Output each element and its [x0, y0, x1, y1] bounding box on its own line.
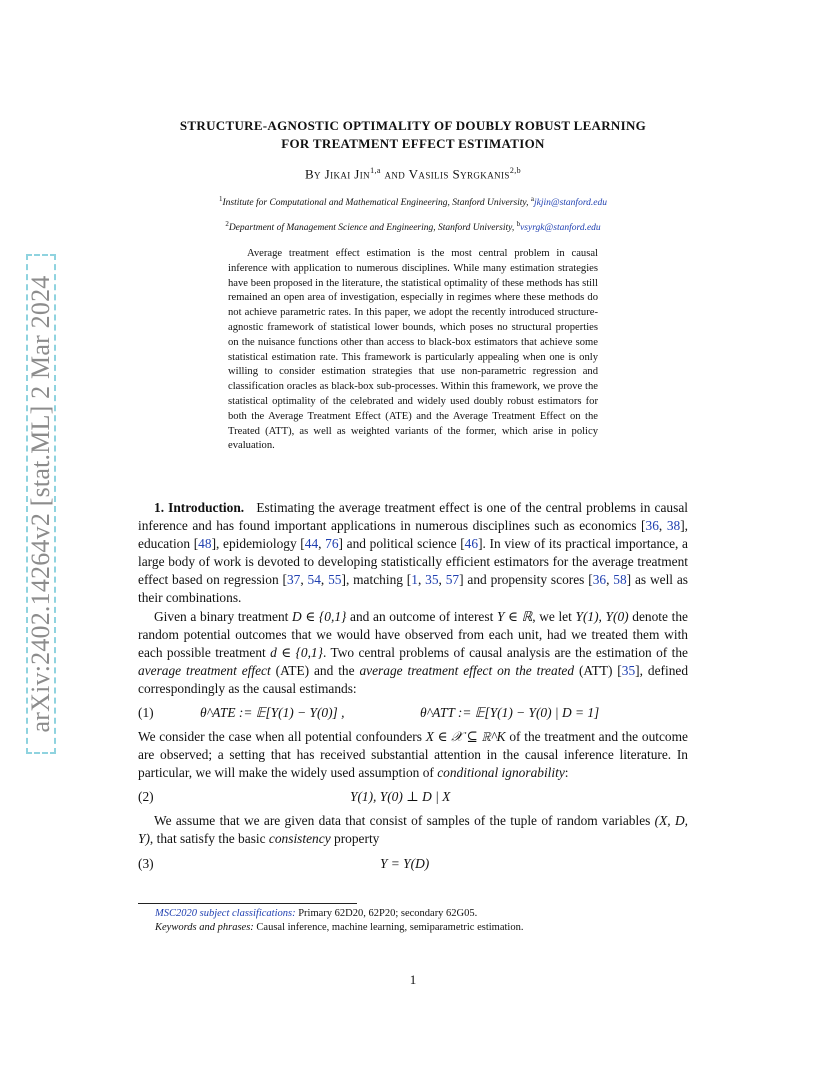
section-heading: 1. Introduction. [154, 500, 245, 515]
by-word: By [304, 166, 321, 182]
text-run: ]. In view of its practical importance, a large body of work is devoted to developing statistically efficient estimators for the average treatment effect based on regression [ [138, 536, 688, 588]
affiliation-2-email-sup: b [516, 220, 521, 228]
math-inline: d ∈ {0,1} [270, 644, 323, 660]
abstract-text: Average treatment effect estimation is the most central problem in causal inference with application to numerous disciplines. While many estimation strategies have been proposed in the literature, the statistical optimality of these methods has still remained an open area of investigation, especially in regimes where these methods do not achieve parametric rates. In this paper, we adopt the recently introduced structure-agnostic framework of statistical lower bounds, which poses no structural properties on the nuisance functions other than access to black-box estimators that achieve some statistical estimation rate. This framework is particularly appealing when one is only willing to consider estimation strategies that use non-parametric regression and classification oracles as black-box sub-processes. Within this framework, we prove the statistical optimality of the celebrated and widely used doubly robust estimators for both the Average Treatment Effect (ATE) and the Average Treatment Effect on the Treated (ATT), as well as weighted variants of the former, which arise in policy evaluation. [228, 248, 598, 452]
equation-3-expr: Y = Y(D) [380, 855, 430, 871]
affiliation-2-email-link[interactable]: vsyrgk@stanford.edu [520, 223, 601, 234]
keywords-label: Keywords and phrases: [155, 922, 254, 933]
equation-1 [138, 698, 688, 728]
text-run: of the treatment and the outcome are observed; a setting that has received substantial attention in the causal inference literature. In particular, we will make the widely used assumption of [138, 729, 688, 781]
text-run: We consider the case when all potential confounders [138, 729, 426, 745]
affiliation-2-text: Department of Management Science and Engineering, Stanford University, [228, 223, 515, 234]
emphasis-att: average treatment effect on the treated [359, 662, 575, 678]
text-run: , [417, 572, 426, 588]
citation-link[interactable]: 44 [304, 536, 319, 552]
text-run: ], epidemiology [ [211, 536, 305, 552]
text-run: and an outcome of interest [346, 608, 497, 624]
equation-1-att: θ^ATT := 𝔼[Y(1) − Y(0) | D = 1] [420, 705, 600, 721]
math-inline: X ∈ 𝒳 ⊆ ℝ^K [425, 729, 506, 745]
text-run: ] as well as their combinations. [138, 572, 688, 606]
text-run: , [300, 572, 308, 588]
equation-2-expr: Y(1), Y(0) ⊥ D | X [350, 789, 451, 805]
text-run: ], matching [ [341, 572, 412, 588]
affiliation-1-num: 1 [218, 195, 223, 203]
keywords-text: Causal inference, machine learning, semiparametric estimation. [253, 922, 524, 933]
affiliation-2-num: 2 [225, 220, 229, 228]
text-run: , that satisfy the basic [149, 831, 269, 847]
math-inline: D ∈ {0,1} [292, 608, 347, 624]
page-number: 1 [409, 972, 417, 987]
footnote-keywords [155, 921, 688, 935]
intro-paragraph-2 [138, 608, 688, 698]
text-run: , [438, 572, 446, 588]
affiliation-1-email-link[interactable]: jkjin@stanford.edu [533, 198, 608, 209]
equation-1-number: (1) [138, 705, 154, 721]
author-2: Vasilis Syrgkanis [408, 166, 510, 182]
text-run: (ATE) and the [270, 662, 360, 678]
affiliation-1-text: Institute for Computational and Mathematical Engineering, Stanford University, [222, 198, 529, 209]
text-run: ] and political science [ [338, 536, 465, 552]
text-run: Estimating the average treatment effect is one of the central problems in causal inference and has found important applications in numerous disciplines such as economics [ [138, 500, 688, 534]
arxiv-identifier-stamp [26, 254, 56, 754]
text-run: , [658, 518, 667, 534]
text-run: ] and propensity scores [ [459, 572, 593, 588]
equation-3 [138, 849, 688, 879]
citation-link[interactable]: 54 [307, 572, 321, 588]
author-1-sup: 1,a [370, 166, 381, 175]
msc-text: Primary 62D20, 62P20; secondary 62G05. [295, 908, 478, 919]
text-run: (ATT) [ [574, 662, 622, 678]
citation-link[interactable]: 1 [411, 572, 418, 588]
math-inline: (X, D, Y) [138, 813, 688, 847]
footnote-rule [138, 903, 357, 904]
affiliation-1 [138, 195, 688, 208]
text-run: property [330, 831, 380, 847]
text-run: We assume that we are given data that consist of samples of the tuple of random variables [154, 813, 655, 829]
footnote-msc [155, 907, 688, 921]
title-line-2: FOR TREATMENT EFFECT ESTIMATION [281, 136, 545, 151]
author-2-sup: 2,b [509, 166, 522, 175]
text-run: denote the random potential outcomes that we would have observed from each unit, had we treated them with each possible treatment [138, 608, 688, 660]
text-run: : [564, 765, 569, 781]
affiliation-2 [138, 220, 688, 233]
affiliation-1-email-sup: a [530, 195, 534, 203]
text-run: ], education [ [138, 518, 689, 552]
citation-link[interactable]: 37 [286, 572, 301, 588]
emphasis-ate: average treatment effect [138, 662, 271, 678]
emphasis-consistency: consistency [268, 831, 331, 847]
text-run: , [320, 572, 329, 588]
text-run: , [606, 572, 614, 588]
text-run: , [318, 536, 326, 552]
intro-paragraph-3 [138, 728, 688, 782]
equation-1-ate: θ^ATE := 𝔼[Y(1) − Y(0)] , [200, 705, 345, 721]
intro-paragraph-4 [138, 812, 688, 848]
paper-title [138, 117, 688, 153]
abstract [228, 247, 598, 454]
text-run: Given a binary treatment [154, 608, 293, 624]
math-inline: Y ∈ ℝ [496, 608, 533, 624]
citation-link[interactable]: 36 [645, 518, 659, 534]
equation-2-number: (2) [138, 789, 154, 805]
author-1: Jikai Jin [324, 166, 371, 182]
citation-link[interactable]: 46 [464, 536, 479, 552]
equation-3-number: (3) [138, 855, 154, 871]
citation-link[interactable]: 38 [666, 518, 681, 534]
citation-link[interactable]: 36 [592, 572, 607, 588]
equation-2 [138, 782, 688, 812]
and-word: and [384, 166, 406, 182]
citation-link[interactable]: 76 [325, 536, 339, 552]
introduction-section [138, 499, 688, 879]
author-list [138, 166, 688, 182]
citation-link[interactable]: 35 [425, 572, 439, 588]
emphasis-ignorability: conditional ignorability [437, 765, 565, 781]
citation-link[interactable]: 58 [613, 572, 627, 588]
arxiv-identifier-text: arXiv:2402.14264v2 [stat.ML] 2 Mar 2024 [26, 275, 55, 733]
citation-link[interactable]: 57 [445, 572, 460, 588]
citation-link[interactable]: 35 [621, 662, 636, 678]
math-inline: Y(1), Y(0) [575, 608, 629, 624]
text-run: , we let [532, 608, 576, 624]
intro-paragraph-1 [138, 499, 688, 608]
citation-link[interactable]: 55 [328, 572, 342, 588]
intro-p1-text [138, 500, 688, 605]
msc-link[interactable]: MSC2020 subject classifications: [155, 908, 296, 919]
text-run: . Two central problems of causal analysis are the estimation of the [323, 644, 688, 660]
citation-link[interactable]: 48 [198, 536, 212, 552]
text-run: ], defined correspondingly as the causal estimands: [138, 662, 689, 696]
title-line-1: STRUCTURE-AGNOSTIC OPTIMALITY OF DOUBLY ROBUST LEARNING [179, 118, 647, 133]
